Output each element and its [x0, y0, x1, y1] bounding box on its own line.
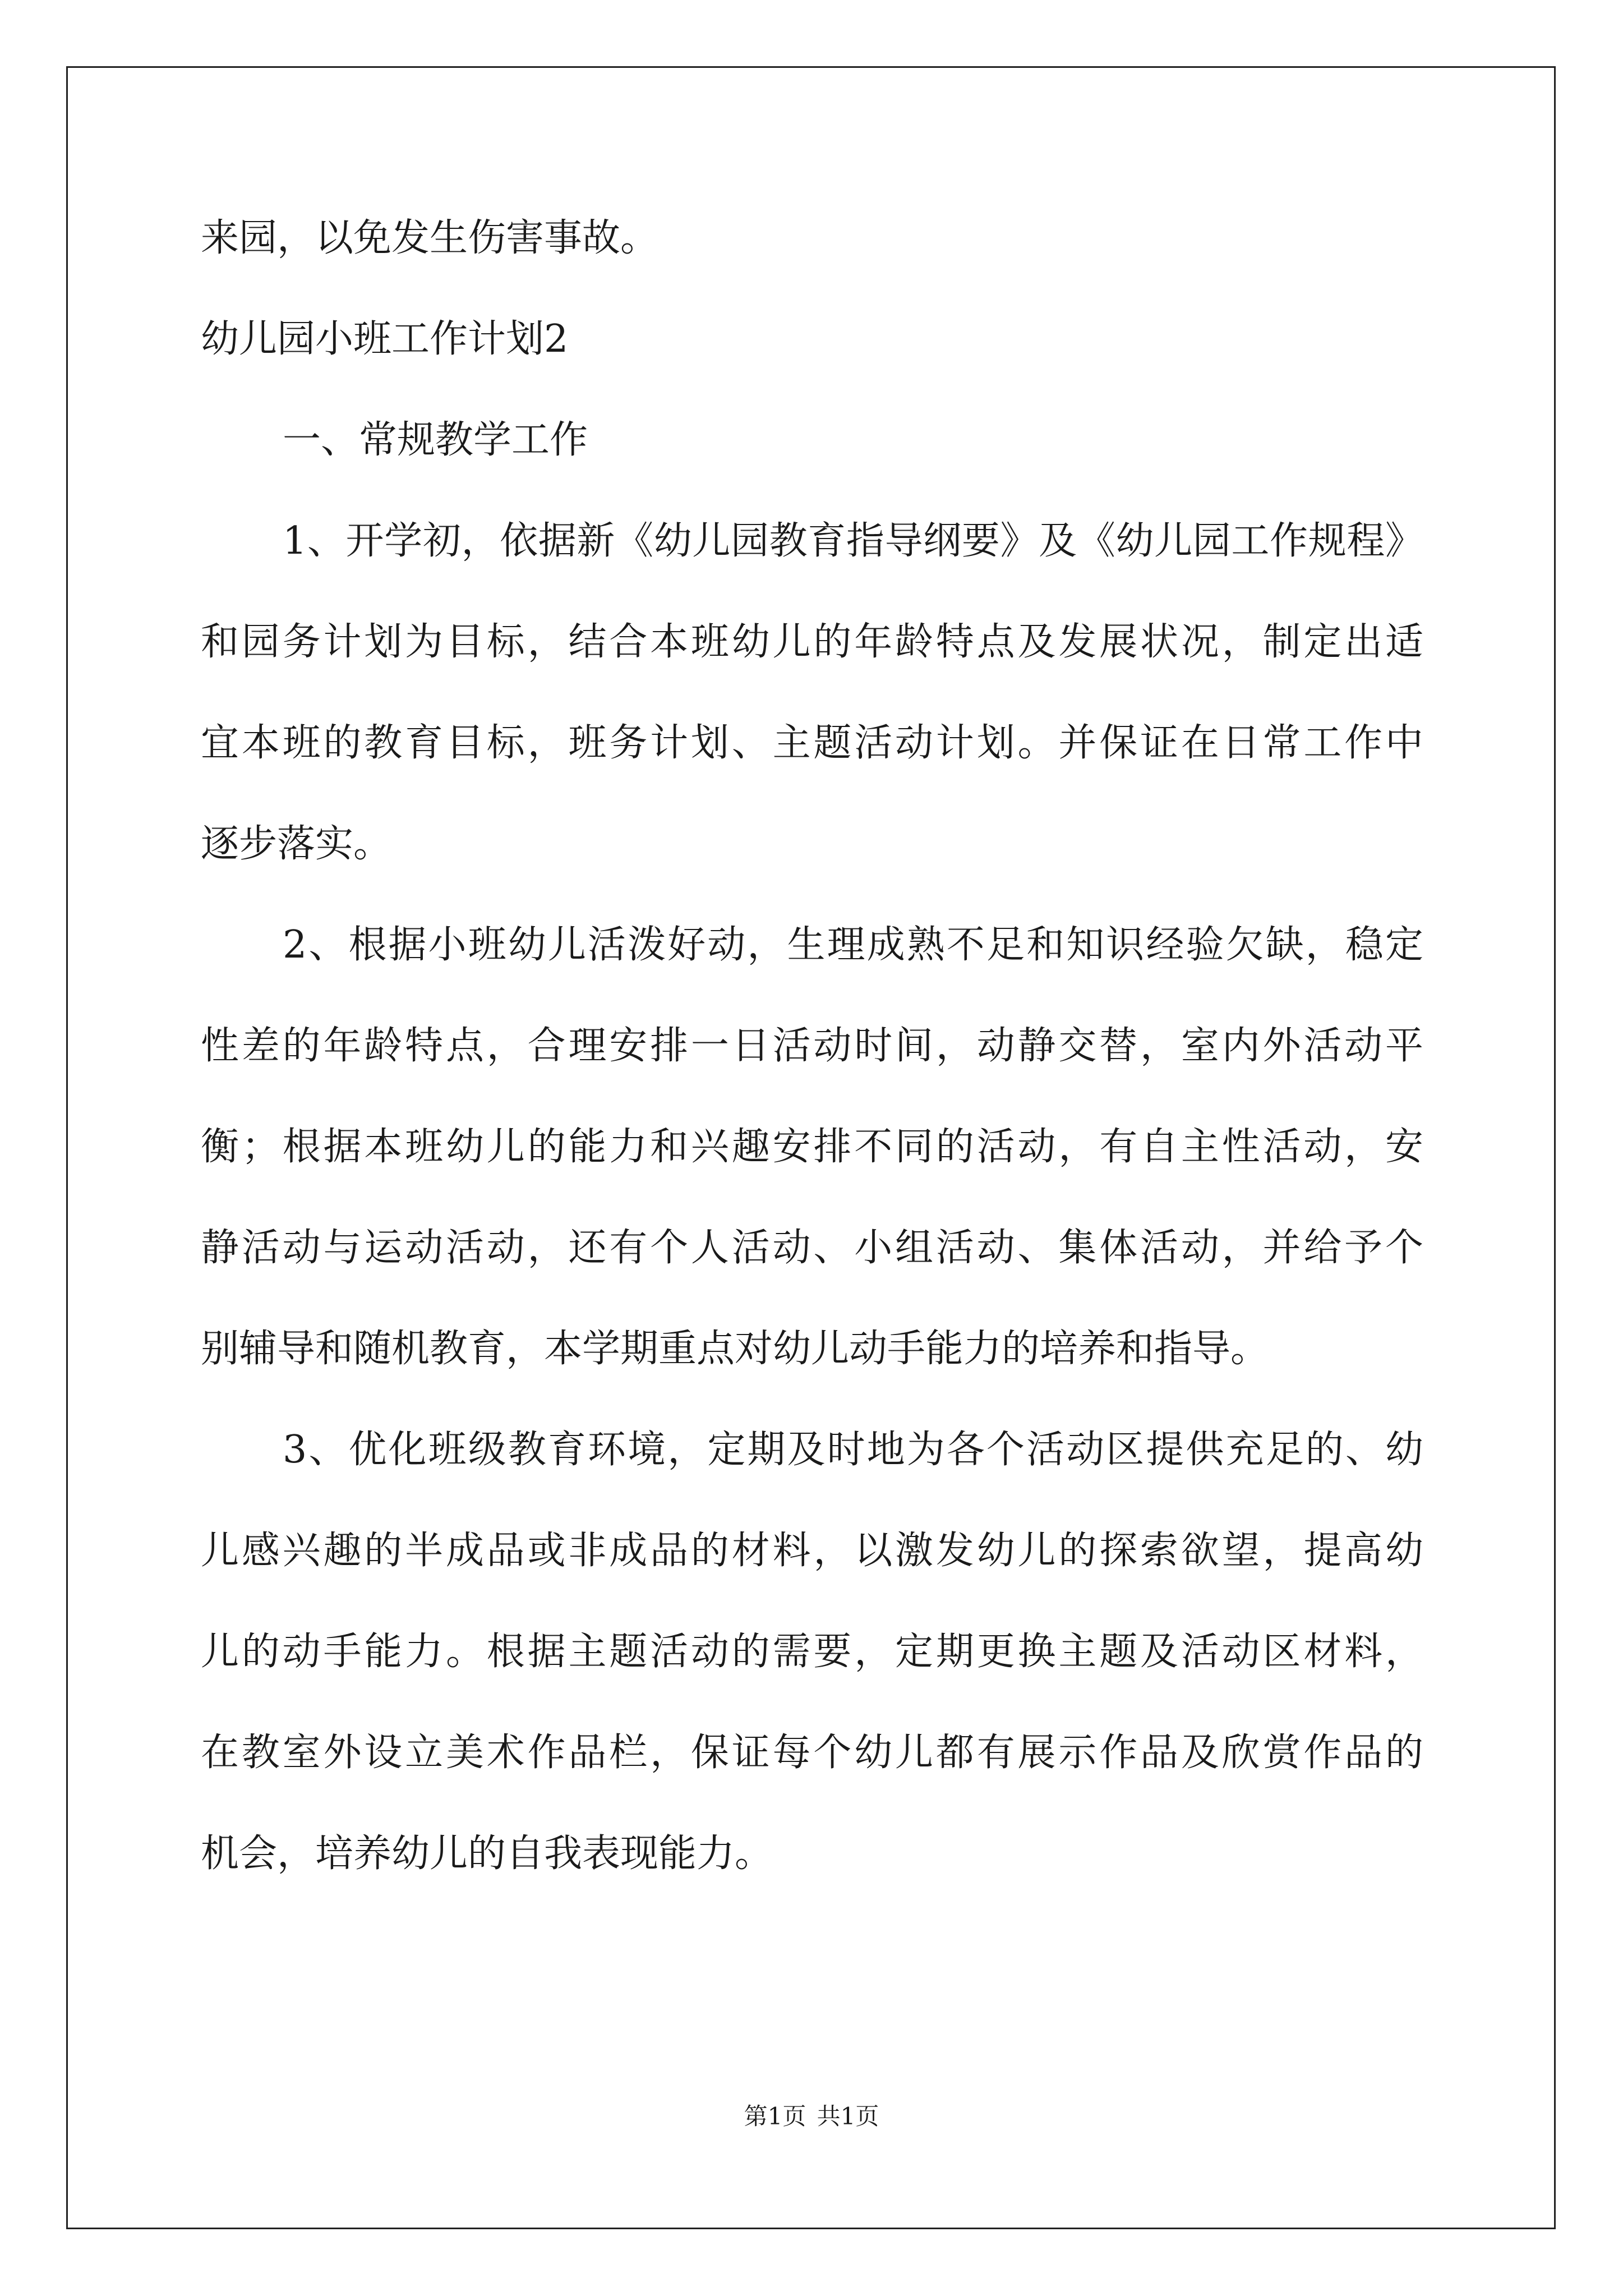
- paragraph-line: 静活动与运动活动，还有个人活动、小组活动、集体活动，并给予个: [201, 1226, 1423, 1270]
- paragraph-line: 宜本班的教育目标，班务计划、主题活动计划。并保证在日常工作中: [201, 721, 1423, 765]
- paragraph-line: 儿的动手能力。根据主题活动的需要，定期更换主题及活动区材料，: [201, 1630, 1423, 1674]
- page-footer: 第1页 共1页: [744, 2102, 879, 2130]
- paragraph-line: 和园务计划为目标，结合本班幼儿的年龄特点及发展状况，制定出适: [201, 620, 1423, 664]
- paragraph-line: 1、开学初，依据新《幼儿园教育指导纲要》及《幼儿园工作规程》: [283, 519, 1423, 563]
- paragraph-line: 性差的年龄特点，合理安排一日活动时间，动静交替，室内外活动平: [201, 1024, 1423, 1068]
- paragraph-line: 机会，培养幼儿的自我表现能力。: [201, 1832, 773, 1876]
- paragraph-line: 儿感兴趣的半成品或非成品的材料，以激发幼儿的探索欲望，提高幼: [201, 1529, 1423, 1573]
- subsection-heading: 一、常规教学工作: [283, 418, 588, 462]
- paragraph-line: 逐步落实。: [201, 822, 392, 866]
- paragraph-line: 2、根据小班幼儿活泼好动，生理成熟不足和知识经验欠缺，稳定: [283, 923, 1423, 967]
- paragraph-line: 衡；根据本班幼儿的能力和兴趣安排不同的活动，有自主性活动，安: [201, 1125, 1423, 1169]
- paragraph-line: 3、优化班级教育环境，定期及时地为各个活动区提供充足的、幼: [283, 1428, 1423, 1472]
- text-line: 来园，以免发生伤害事故。: [201, 216, 659, 260]
- section-heading: 幼儿园小班工作计划2: [201, 317, 569, 361]
- paragraph-line: 在教室外设立美术作品栏，保证每个幼儿都有展示作品及欣赏作品的: [201, 1731, 1423, 1775]
- paragraph-line: 别辅导和随机教育，本学期重点对幼儿动手能力的培养和指导。: [201, 1327, 1269, 1371]
